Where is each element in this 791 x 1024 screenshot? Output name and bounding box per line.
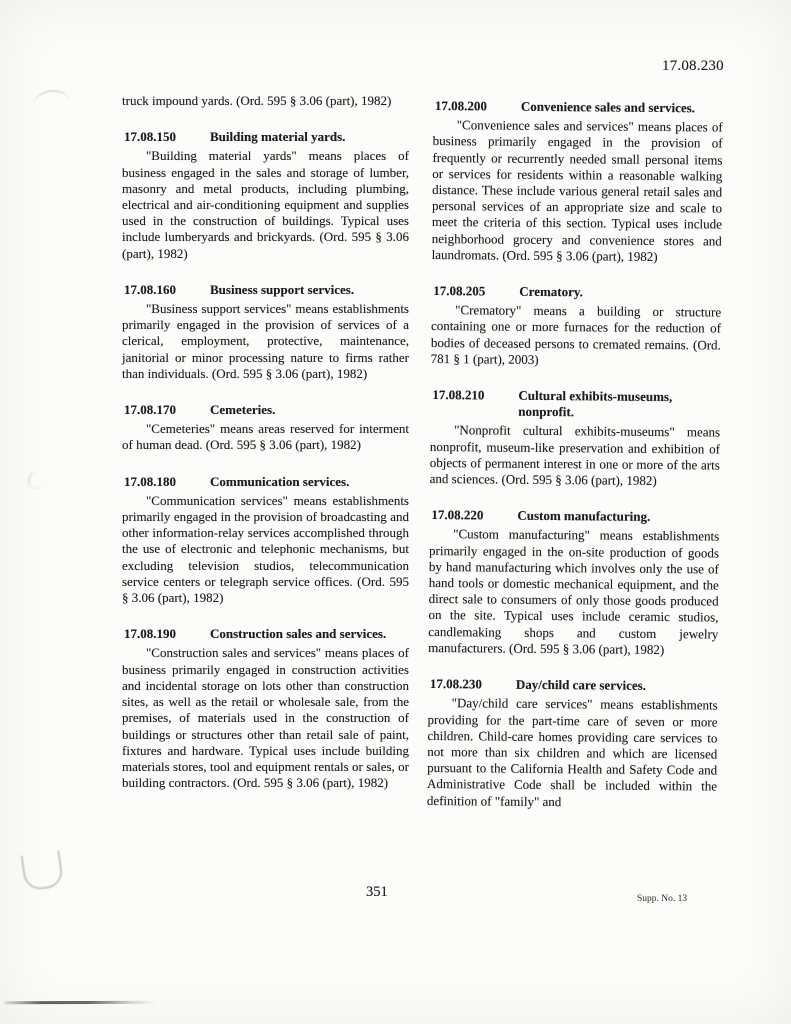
code-section-17-08-200 — [432, 98, 723, 266]
scan-mark-u-shape — [21, 850, 65, 891]
page-header-section-ref: 17.08.230 — [662, 58, 724, 74]
scan-smudge-middle-left — [26, 470, 46, 490]
section-heading — [124, 626, 409, 642]
section-title: Business support services. — [210, 281, 355, 297]
section-heading — [430, 676, 718, 695]
code-section-17-08-220 — [428, 507, 719, 658]
left-column — [122, 93, 409, 809]
section-number: 17.08.160 — [124, 281, 176, 297]
section-body: "Crematory" means a building or structure containing one or more furnaces for the reduction of bodies of deceased persons to cremated remains. (Ord. 781 § 1 (part), 2003) — [430, 302, 722, 367]
section-heading — [435, 98, 723, 117]
section-number: 17.08.180 — [124, 473, 176, 489]
section-number: 17.08.200 — [434, 98, 487, 114]
scan-scratch-line — [4, 1001, 157, 1005]
code-section-17-08-210 — [430, 387, 721, 490]
section-body: "Business support services" means establishments primarily engaged in the provision of services of a clerical, employment, protective, maintenance, janitorial or minor processing nature to firms rather than individuals. (Ord. 595 § 3.06 (part), 1982) — [122, 301, 409, 381]
scan-smudge-top-left — [33, 88, 72, 118]
code-section-17-08-170 — [122, 402, 409, 454]
section-title: Communication services. — [210, 473, 350, 489]
section-heading — [432, 387, 720, 422]
section-number: 17.08.190 — [124, 626, 176, 642]
right-column — [427, 98, 723, 811]
section-heading — [124, 129, 409, 145]
section-body: "Communication services" means establishments primarily engaged in the provision of broadcasting and other information-relay services accomplished through the use of electronic and telephonic mechanisms, but excluding television studios, telecommunication service centers or telegraph service offices. (Ord. 595 § 3.06 (part), 1982) — [122, 492, 409, 606]
section-body: "Convenience sales and services" means places of business primarily engaged in the provision of frequently or recurrently needed small personal items or services for residents within a reasonable walking distance. These include various general retail sales and personal services of an appropriate size and scale to meet the criteria of this section. Typical uses include neighborhood grocery and convenience stores and laundromats. (Ord. 595 § 3.06 (part), 1982) — [431, 117, 723, 264]
code-section-17-08-160 — [122, 282, 409, 382]
section-title: Cemeteries. — [210, 402, 276, 418]
section-title: Convenience sales and services. — [520, 98, 696, 116]
section-title: Day/child care services. — [515, 676, 647, 693]
section-number: 17.08.210 — [432, 387, 485, 403]
page-number: 351 — [366, 884, 388, 900]
section-body: "Day/child care services" means establishments providing for the part-time care of seven or more children. Child-care homes providing care services to not more than six children and which are licensed pursuant to the California Health and Safety Code and Administrative Code shall be included within the definition of "family" and — [426, 695, 718, 809]
continuation-paragraph: truck impound yards. (Ord. 595 § 3.06 (part), 1982) — [122, 93, 392, 108]
section-number: 17.08.230 — [429, 676, 482, 692]
section-title: Crematory. — [519, 283, 584, 300]
section-title: Construction sales and services. — [210, 626, 387, 642]
section-number: 17.08.150 — [124, 129, 176, 145]
section-body: "Construction sales and services" means places of business primarily engaged in construction activities and incidental storage on lots other than construction sites, as well as the retail or wholesale sale, from the premises, of materials used in the construction of buildings or structures other than retail sale of paint, fixtures and hardware. Typical uses include building materials stores, tool and equipment rentals or sales, or building contractors. (Ord. 595 § 3.06 (part), 1982) — [122, 645, 409, 791]
section-heading — [124, 474, 409, 490]
section-title: Building material yards. — [210, 129, 346, 145]
code-section-17-08-190 — [122, 626, 409, 791]
section-heading — [431, 507, 719, 526]
section-heading — [433, 283, 721, 302]
section-title: Custom manufacturing. — [517, 508, 651, 525]
code-section-17-08-150 — [122, 129, 409, 262]
code-section-17-08-205 — [431, 283, 722, 370]
section-title: Cultural exhibits-museums, nonprofit. — [518, 387, 673, 420]
section-heading — [124, 282, 409, 298]
section-body: "Nonprofit cultural exhibits-museums" means nonprofit, museum-like preservation and exhibition of objects of permanent interest in one or more of the arts and sciences. (Ord. 595 § 3.06 (part), 1982) — [429, 422, 721, 489]
section-body: "Building material yards" means places of business engaged in the sales and storage of lumber, masonry and metal products, including plumbing, electrical and air-conditioning equipment and supplies used in the construction of buildings. Typical uses include lumberyards and brickyards. (Ord. 595 § 3.06 (part), 1982) — [122, 148, 409, 261]
supplement-note: Supp. No. 13 — [637, 894, 688, 904]
section-body: "Custom manufacturing" means establishments primarily engaged in the on-site production of goods by hand manufacturing which involves only the use of hand tools or domestic mechanical equipment, and the direct sale to consumers of only those goods produced on the site. Typical uses include ceramic studios, candlemaking shops and custom jewelry manufacturers. (Ord. 595 § 3.06 (part), 1982) — [428, 526, 720, 657]
section-number: 17.08.170 — [124, 402, 176, 418]
two-column-text-area — [122, 93, 723, 809]
section-number: 17.08.205 — [433, 283, 486, 299]
code-section-17-08-230 — [427, 676, 718, 811]
section-body: "Cemeteries" means areas reserved for interment of human dead. (Ord. 595 § 3.06 (part), 1982) — [122, 421, 409, 453]
section-number: 17.08.220 — [431, 507, 484, 523]
code-section-17-08-180 — [122, 474, 409, 607]
section-heading — [124, 402, 409, 418]
